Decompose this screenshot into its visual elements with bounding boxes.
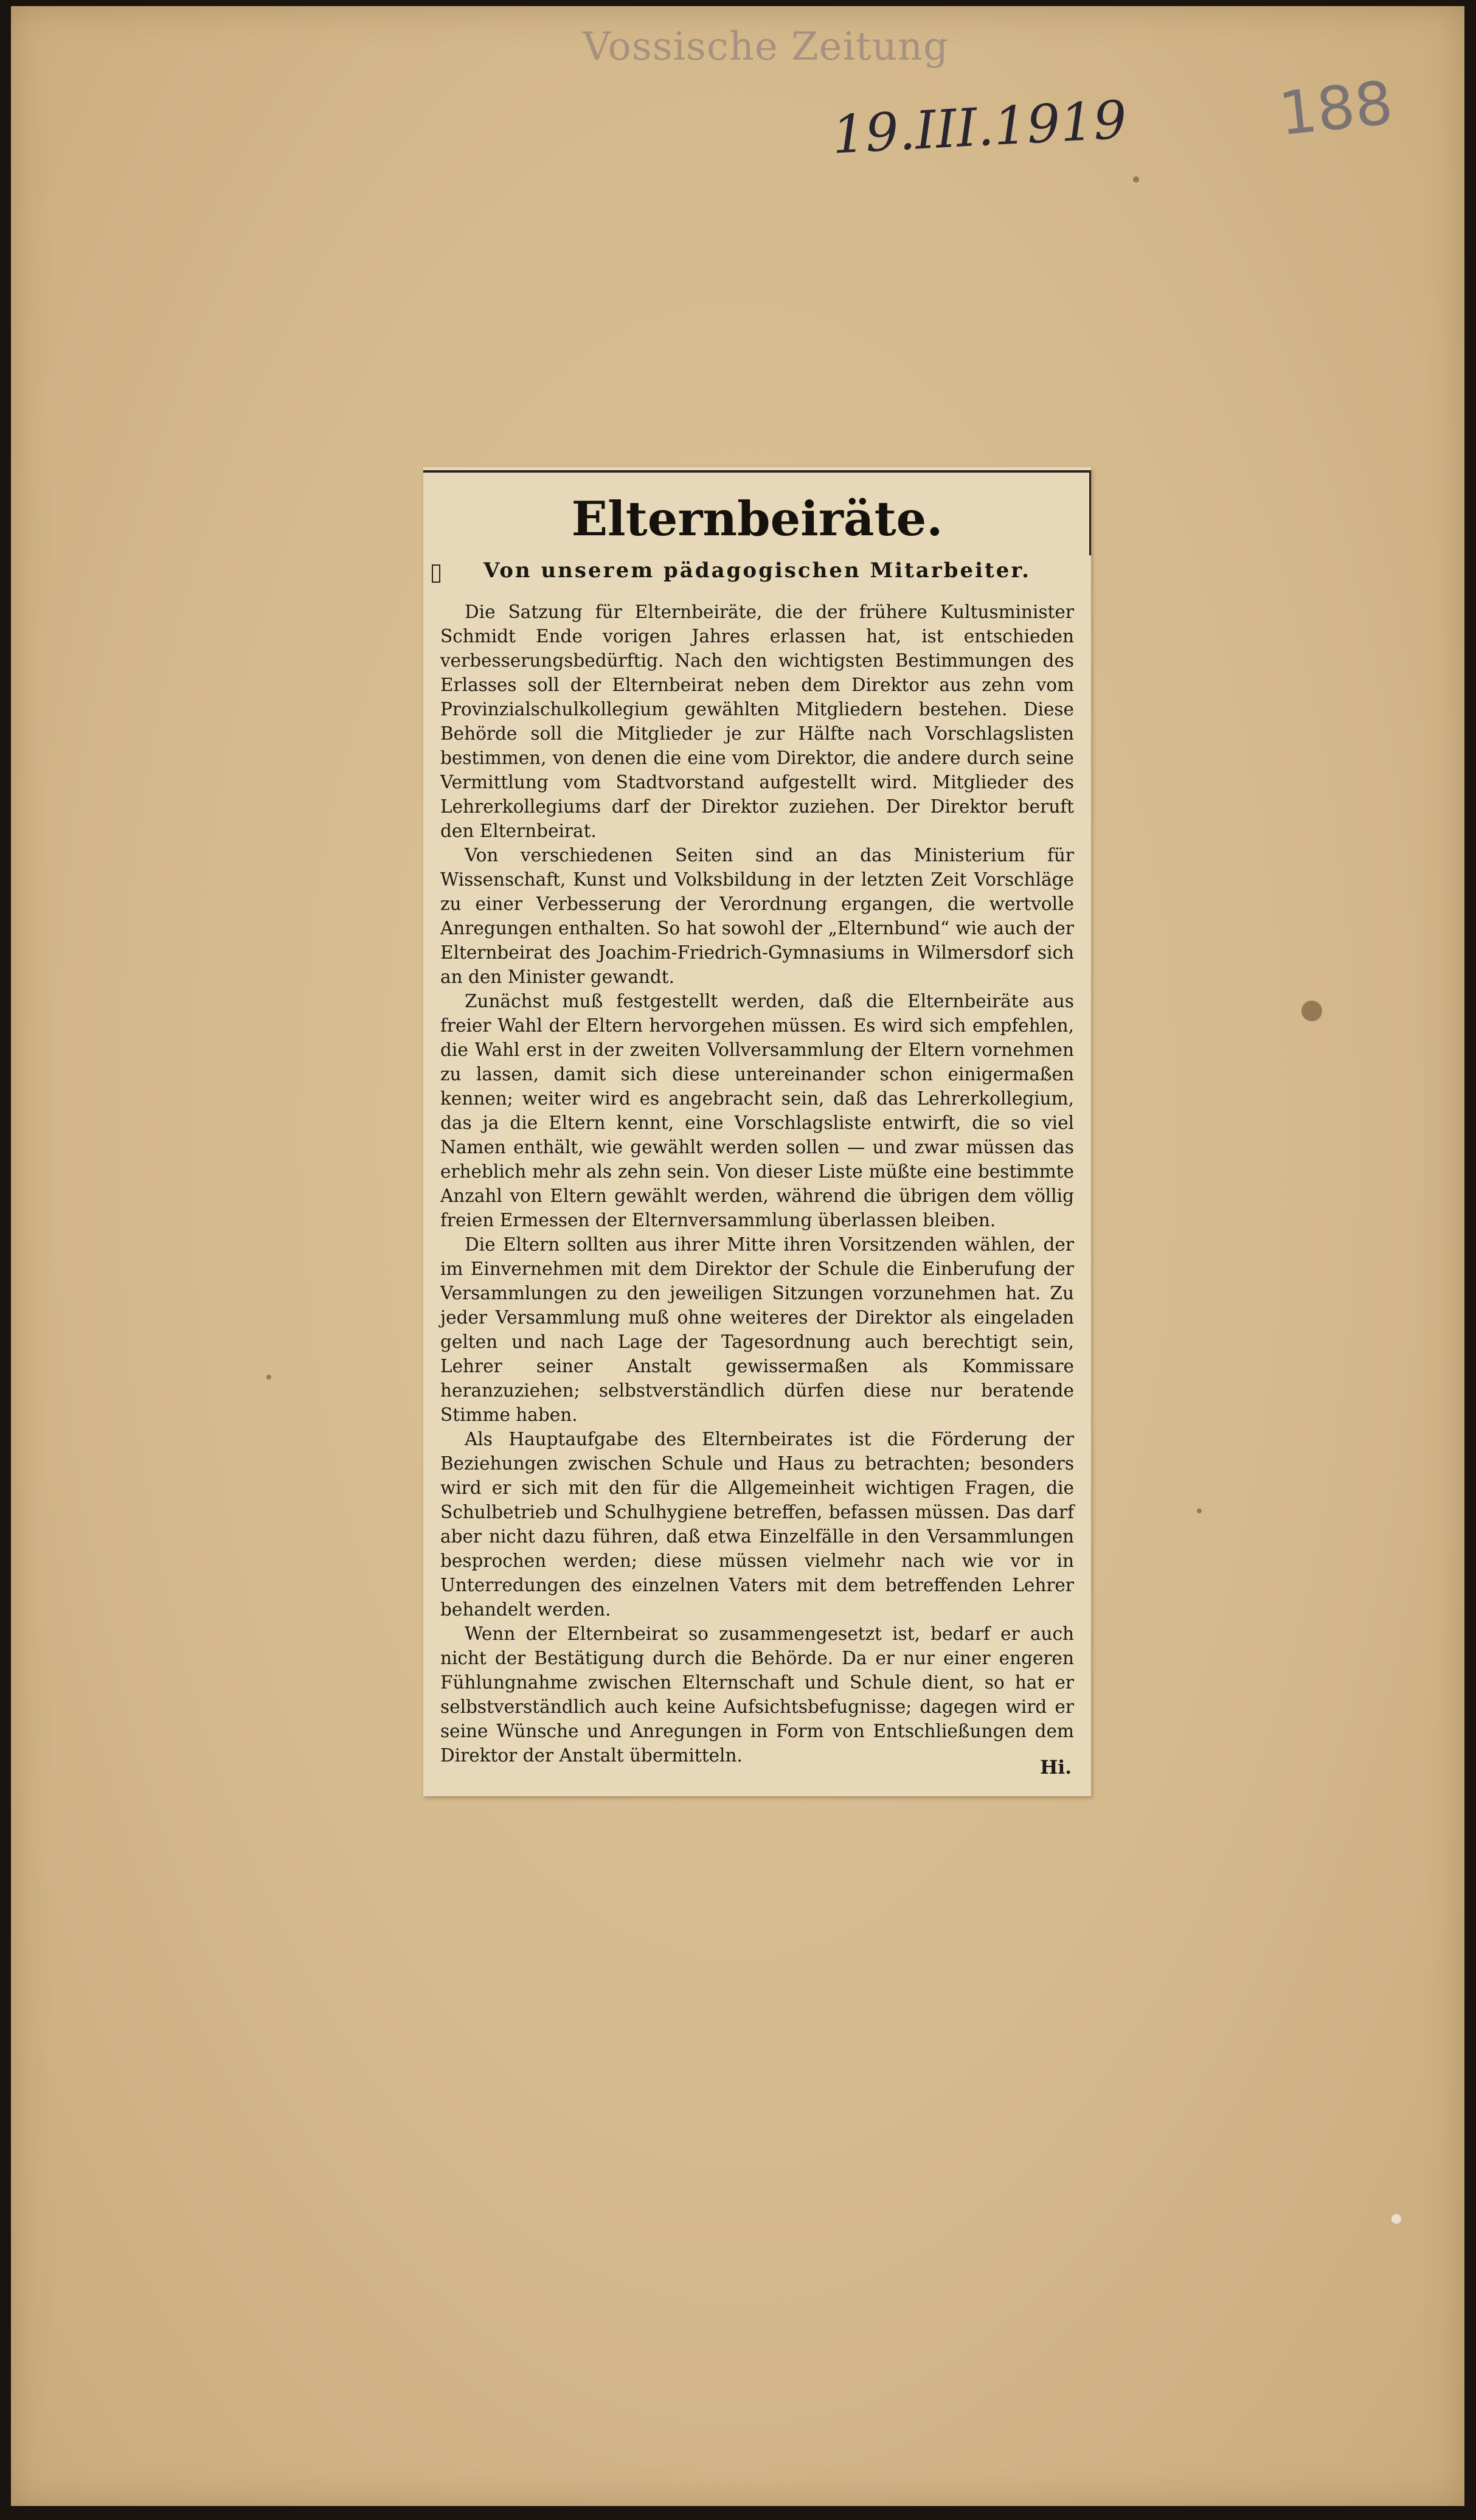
stain-spot [1197, 1508, 1202, 1513]
stain-spot [266, 1375, 271, 1380]
stain-spot [1133, 176, 1139, 182]
article-paragraph: Als Hauptaufgabe des Elternbeirates ist die Förderung der Beziehungen zwischen Schule und Haus zu betrachten; besonders wird er sich mit den für die Allgemeinheit wichtigen Fragen, die Schulbetrieb und Schulhygiene betreffen, befassen müssen. Das darf aber nicht dazu führen, daß etwa Einzelfälle in den Versammlungen besprochen werden; diese müssen vielmehr nach wie vor in Unterredungen des einzelnen Vaters mit dem betreffenden Lehrer behandelt werden. [440, 1429, 1074, 1620]
article-byline: Von unserem pädagogischen Mitarbeiter. [483, 558, 1031, 583]
article-paragraph: Wenn der Elternbeirat so zusammengesetzt ist, bedarf er auch nicht der Bestätigung durch die Behörde. Da er nur einer engeren Fühlungnahme zwischen Elternschaft und Schule dient, so hat er selbstverständlich auch keine Aufsichtsbefugnisse; dagegen wird er seine Wünsche und Anregungen in Form von Entschließungen dem Direktor der Anstalt übermitteln. [440, 1623, 1074, 1766]
top-rule [423, 470, 1091, 473]
stain-spot [1391, 2214, 1401, 2224]
article-headline: Elternbeiräte. [571, 491, 943, 547]
article-paragraph: Die Satzung für Elternbeiräte, die der frühere Kultusminister Schmidt Ende vorigen Jahres erlassen hat, ist entschieden verbesserungsbedürftig. Nach den wichtigsten Bestimmungen des Erlasses soll der Elternbeirat neben dem Direktor aus zehn vom Provinzialschulkollegium gewählten Mitgliedern bestehen. Diese Behörde soll die Mitglieder je zur Hälfte nach Vorschlagslisten bestimmen, von denen die eine vom Direktor, die andere durch seine Vermittlung vom Stadtvorstand aufgestellt wird. Mitglieder des Lehrerkollegiums darf der Direktor zuziehen. Der Direktor beruft den Elternbeirat. [440, 602, 1074, 841]
article-paragraph: Die Eltern sollten aus ihrer Mitte ihren Vorsitzenden wählen, der im Einvernehmen mit dem Direktor der Schule die Einberufung der Versammlungen zu den jeweiligen Sitzungen vorzunehmen hat. Zu jeder Versammlung muß ohne weiteres der Direktor als eingeladen gelten und nach Lage der Tagesordnung auch berechtigt sein, Lehrer seiner Anstalt gewissermaßen als Kommissare heranzuziehen; selbstverständlich dürfen diese nur beratende Stimme haben. [440, 1234, 1074, 1425]
archive-sheet [11, 6, 1464, 2506]
newspaper-clipping [423, 467, 1091, 1796]
stain-spot [1301, 1001, 1322, 1021]
handwritten-date: 19.III.1919 [830, 89, 1129, 166]
article-paragraph: Zunächst muß festgestellt werden, daß die Elternbeiräte aus freier Wahl der Eltern hervorgehen müssen. Es wird sich empfehlen, die Wahl erst in der zweiten Vollversammlung der Eltern vornehmen zu lassen, damit sich diese untereinander schon einigermaßen kennen; weiter wird es angebracht sein, daß das Lehrerkollegium, das ja die Eltern kennt, eine Vorschlagsliste entwirft, die so viel Namen enthält, wie gewählt werden sollen — und zwar müssen das erheblich mehr als zehn sein. Von dieser Liste müßte eine bestimmte Anzahl von Eltern gewählt werden, während die übrigen dem völlig freien Ermessen der Elternversammlung überlassen bleiben. [440, 991, 1074, 1230]
author-signature: Hi. [1040, 1757, 1072, 1779]
article-body [440, 600, 1074, 1768]
article-paragraph: Von verschiedenen Seiten sind an das Ministerium für Wissenschaft, Kunst und Volksbildung in der letzten Zeit Vorschläge zu einer Verbesserung der Verordnung ergangen, die wertvolle Anregungen enthalten. So hat sowohl der „Elternbund“ wie auch der Elternbeirat des Joachim-Friedrich-Gymnasiums in Wilmersdorf sich an den Minister gewandt. [440, 845, 1074, 987]
newspaper-stamp: Vossische Zeitung [583, 24, 949, 69]
handwritten-page-number: 188 [1275, 68, 1396, 150]
